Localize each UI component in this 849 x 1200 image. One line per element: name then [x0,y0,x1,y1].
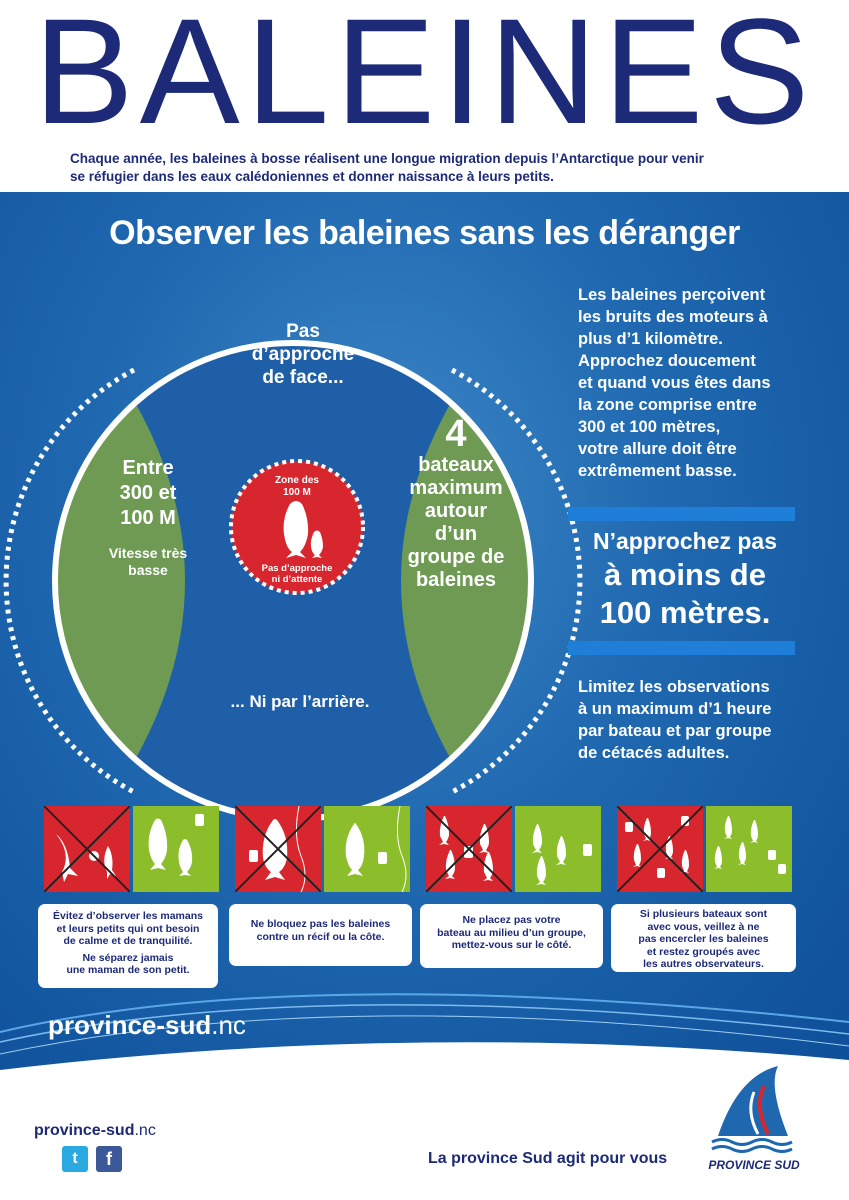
text-line: Ne bloquez pas les baleines [250,918,391,930]
rule4-caption [611,904,796,972]
text-line: Approchez doucement [578,352,756,370]
text-line: avec vous, veillez à ne [647,920,760,933]
text-line: Les baleines perçoivent [578,286,766,304]
warning-text [560,526,810,632]
text-line: Pas [286,321,320,342]
text-line: plus d’1 kilomètre. [578,330,723,348]
text-line: Vitesse très [108,545,188,561]
left-zone-text [88,456,208,579]
text-line: Limitez les observations [578,678,770,696]
rule2-bad-icon [235,806,321,892]
side-text-engines [578,284,818,482]
text-line: Zone des [275,475,319,486]
url-domain: province-sud [34,1122,135,1139]
text-line: contre un récif ou la côte. [256,930,385,943]
footer [0,1070,849,1200]
text-line: baleines [415,569,497,591]
warning-line: N’approchez pas [592,528,778,554]
intro-text [70,150,790,186]
header [0,0,849,192]
text-line: pas encercler les baleines [638,933,769,945]
rule3-good-icon [515,806,601,892]
text-line: Ne placez pas votre [462,914,561,926]
rule3-bad-icon [426,806,512,892]
slogan: La province Sud agit pour vous [428,1150,668,1167]
text-line: Entre [122,457,174,479]
rule2-caption [229,904,412,966]
rule1-bad-icon [44,806,130,892]
text-line: de face... [262,367,344,388]
bottom-zone-text: ... Ni par l’arrière. [230,692,370,711]
url-tld: .nc [134,1122,156,1139]
text-line: les autres observateurs. [643,958,764,970]
text-line: Évitez d’observer les mamans [53,910,203,922]
text-line: bateau au milieu d’un groupe, [437,926,586,939]
footer-website-link[interactable] [34,1122,156,1140]
text-line: mettez-vous sur le côté. [451,939,572,951]
top-zone-text [233,320,373,389]
url-tld: .nc [211,1010,246,1040]
rule4-bad-icon [617,806,703,892]
text-line: 300 et 100 mètres, [578,418,721,436]
warning-line: 100 mètres. [599,595,771,630]
text-line: ni d’attente [271,574,323,585]
text-line: votre allure doit être [578,440,737,458]
text-line: 100 M [120,507,176,529]
text-line: 300 et [119,482,177,504]
page-title: BALEINES [33,0,816,155]
text-line: la zone comprise entre [578,396,757,414]
text-line: extrêmement basse. [578,462,737,480]
warning-bar-top [568,507,795,521]
text-line: de cétacés adultes. [578,744,730,762]
rule1-good-icon [133,806,219,892]
text-line: 100 M [283,487,311,498]
text-line: Ne séparez jamais [82,951,174,964]
boat-count: 4 [445,413,467,455]
text-line: bateaux [418,454,494,476]
text-line: autour [424,500,488,522]
rule4-good-icon [706,806,792,892]
left-zone-note [88,545,208,579]
warning-bar-bottom [568,641,795,655]
intro-line: Chaque année, les baleines à bosse réalisent une longue migration depuis l’Antarctique pour venir [70,151,704,166]
twitter-icon[interactable]: t [62,1146,88,1172]
right-zone-text [386,414,526,592]
text-line: et leurs petits qui ont besoin [56,922,200,935]
logo-text: PROVINCE SUD [708,1158,800,1172]
intro-line: se réfugier dans les eaux calédoniennes et donner naissance à leurs petits. [70,169,554,184]
url-domain: province-sud [48,1010,212,1040]
sea-panel [0,192,849,1070]
rule2-good-icon [324,806,410,892]
text-line: et quand vous êtes dans [578,374,771,392]
text-line: basse [128,562,168,578]
center-zone-top-text [247,475,347,499]
text-line: d’approche [251,344,355,365]
province-sud-logo [708,1056,798,1156]
warning-line: à moins de [604,557,766,592]
text-line: de calme et de tranquilité. [63,935,193,947]
rule3-caption [420,904,603,968]
section-subtitle: Observer les baleines sans les déranger [109,214,740,252]
text-line: Pas d’approche [261,563,333,574]
text-line: Si plusieurs bateaux sont [639,908,768,920]
text-line: d’un [434,523,478,545]
text-line: les bruits des moteurs à [578,308,768,326]
text-line: maximum [409,477,503,499]
center-zone-bottom-text [242,563,352,585]
text-line: une maman de son petit. [66,964,190,976]
text-line: et restez groupés avec [646,945,761,958]
text-line: groupe de [407,546,505,568]
facebook-icon[interactable]: f [96,1146,122,1172]
side-text-duration [578,676,818,764]
text-line: par bateau et par groupe [578,722,772,740]
text-line: à un maximum d’1 heure [578,700,772,718]
